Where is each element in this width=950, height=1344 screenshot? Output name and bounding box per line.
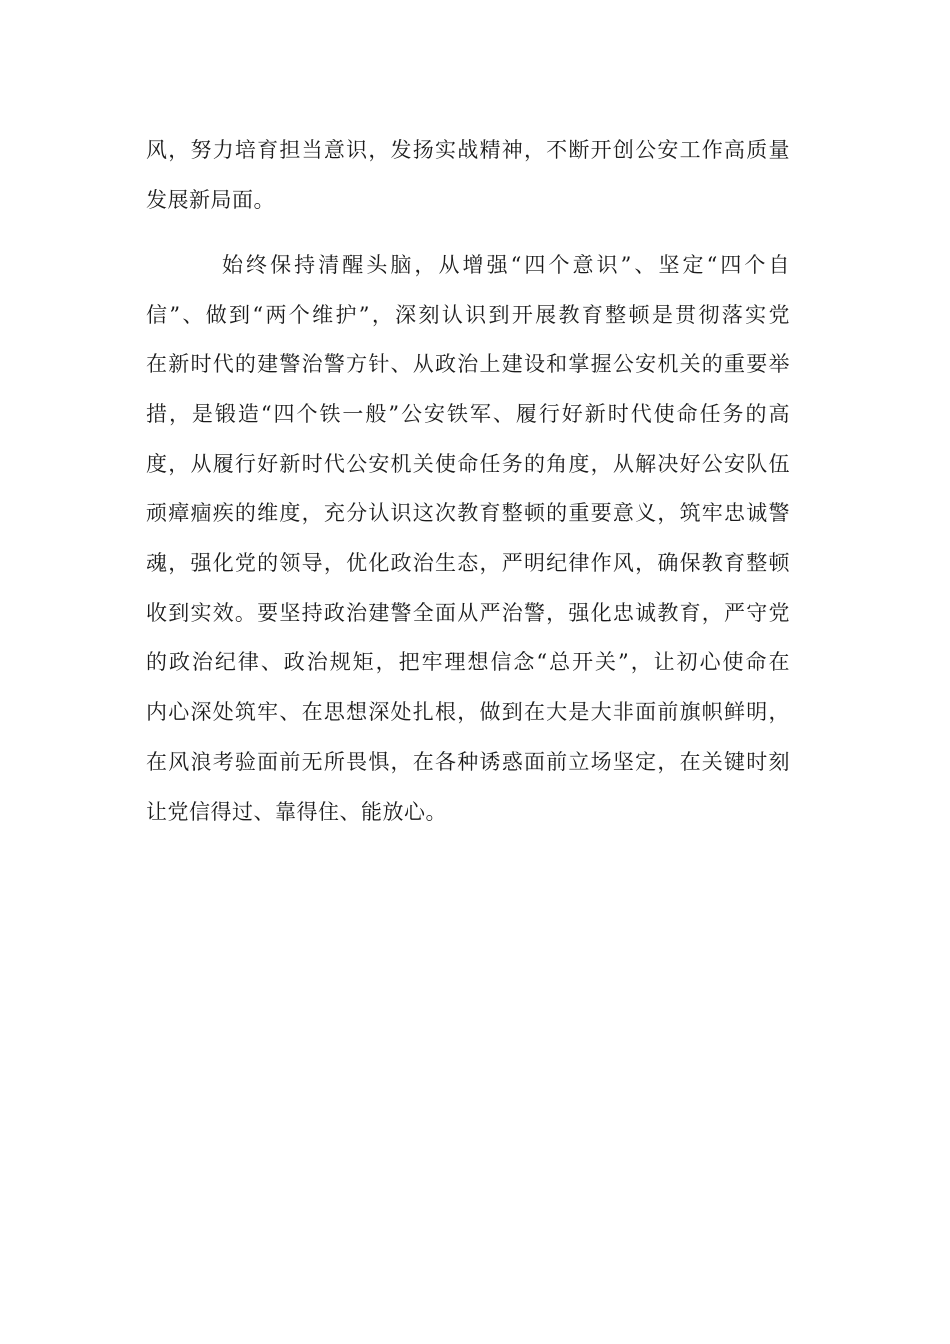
text-line: 收到实效。要坚持政治建警全面从严治警，强化忠诚教育，严守党: [146, 601, 790, 625]
text-line: 让党信得过、靠得住、能放心。: [146, 800, 447, 824]
text-line: 措，是锻造“四个铁一般”公安铁军、履行好新时代使命任务的高: [146, 402, 790, 426]
text-line: 顽瘴痼疾的维度，充分认识这次教育整顿的重要意义，筑牢忠诚警: [146, 501, 790, 525]
text-line: 发展新局面。: [146, 188, 275, 212]
text-line: 在风浪考验面前无所畏惧，在各种诱惑面前立场坚定，在关键时刻: [146, 750, 790, 774]
text-line: 风，努力培育担当意识，发扬实战精神，不断开创公安工作高质量: [146, 138, 790, 162]
text-line: 魂，强化党的领导，优化政治生态，严明纪律作风，确保教育整顿: [146, 551, 790, 575]
text-line: 的政治纪律、政治规矩，把牢理想信念“总开关”，让初心使命在: [146, 650, 790, 674]
text-line: 度，从履行好新时代公安机关使命任务的角度，从解决好公安队伍: [146, 452, 790, 476]
text-line: 内心深处筑牢、在思想深处扎根，做到在大是大非面前旗帜鲜明，: [146, 700, 790, 724]
text-line: 始终保持清醒头脑，从增强“四个意识”、坚定“四个自: [222, 253, 790, 277]
text-line: 在新时代的建警治警方针、从政治上建设和掌握公安机关的重要举: [146, 352, 790, 376]
text-line: 信”、做到“两个维护”，深刻认识到开展教育整顿是贯彻落实党: [146, 303, 790, 327]
